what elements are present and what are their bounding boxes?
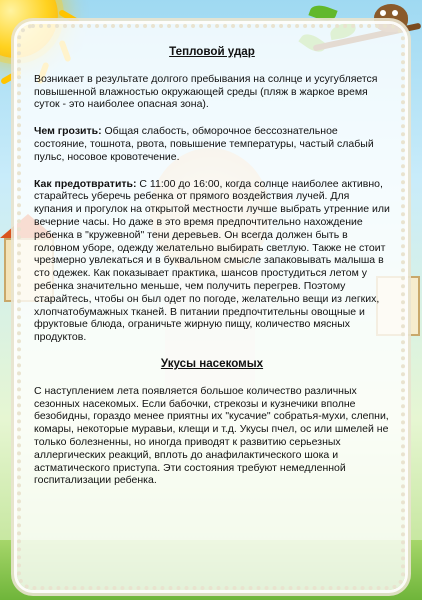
sun-ray-icon — [58, 9, 80, 25]
section-title: Тепловой удар — [169, 45, 255, 58]
section-title: Укусы насекомых — [160, 356, 264, 370]
document-content — [34, 44, 390, 584]
leaf-icon — [308, 2, 337, 24]
paragraph — [34, 178, 390, 344]
paragraph — [34, 125, 390, 163]
paragraph-lead: Как предотвратить: — [34, 177, 137, 190]
paragraph-text: Общая слабость, обморочное бессознательное состояние, тошнота, рвота, повышение температуры, частый слабый пульс, носовое кровотечение. — [34, 125, 374, 163]
paragraph: Возникает в результате долгого пребывания на солнце и усугубляется повышенной влажностью окружающей среды (пляж в жаркое время суток - это наиболее опасная зона). — [34, 72, 378, 111]
paragraph-text: С 11:00 до 16:00, когда солнце наиболее активно, старайтесь уберечь ребенка от прямого воздействия лучей. Для купания и прогулок на открытой местности лучше выбрать утренние или вечерние часы. Но даже в это время предпочтительно нахождение ребенка в "кружевной" тени деревьев. Он всегда должен быть в головном уборе, одежду желательно выбирать светлую. Также не стоит чрезмерно увлекаться и в буквальном смысле запаковывать малыша в сто одежек. Как показывает практика, шансов простудиться летом у ребенка значительно меньше, чем получить перегрев. Поэтому старайтесь, чтобы он был одет по погоде, желательно вещи из легких, хлопчатобумажных тканей. В питании предпочтительны овощные и фруктовые блюда, ограничьте жирную пищу, количество мясных продуктов. — [34, 177, 390, 344]
paragraph-lead: Чем грозить: — [34, 125, 102, 138]
paragraph: С наступлением лета появляется большое количество различных сезонных насекомых. Если бабочки, стрекозы и кузнечики вполне безобидны, гораздо менее приятны их "кусачие" собратья-мухи, слепни, комары, некоторые муравьи, клещи и т.д. Укусы пчел, ос или шмелей не только болезненны, но иногда приводят к развитию серьезных аллергических реакций, вплоть до анафилактического шока и астматического приступа. Эти состояния требуют немедленной госпитализации ребенка. — [34, 384, 389, 487]
